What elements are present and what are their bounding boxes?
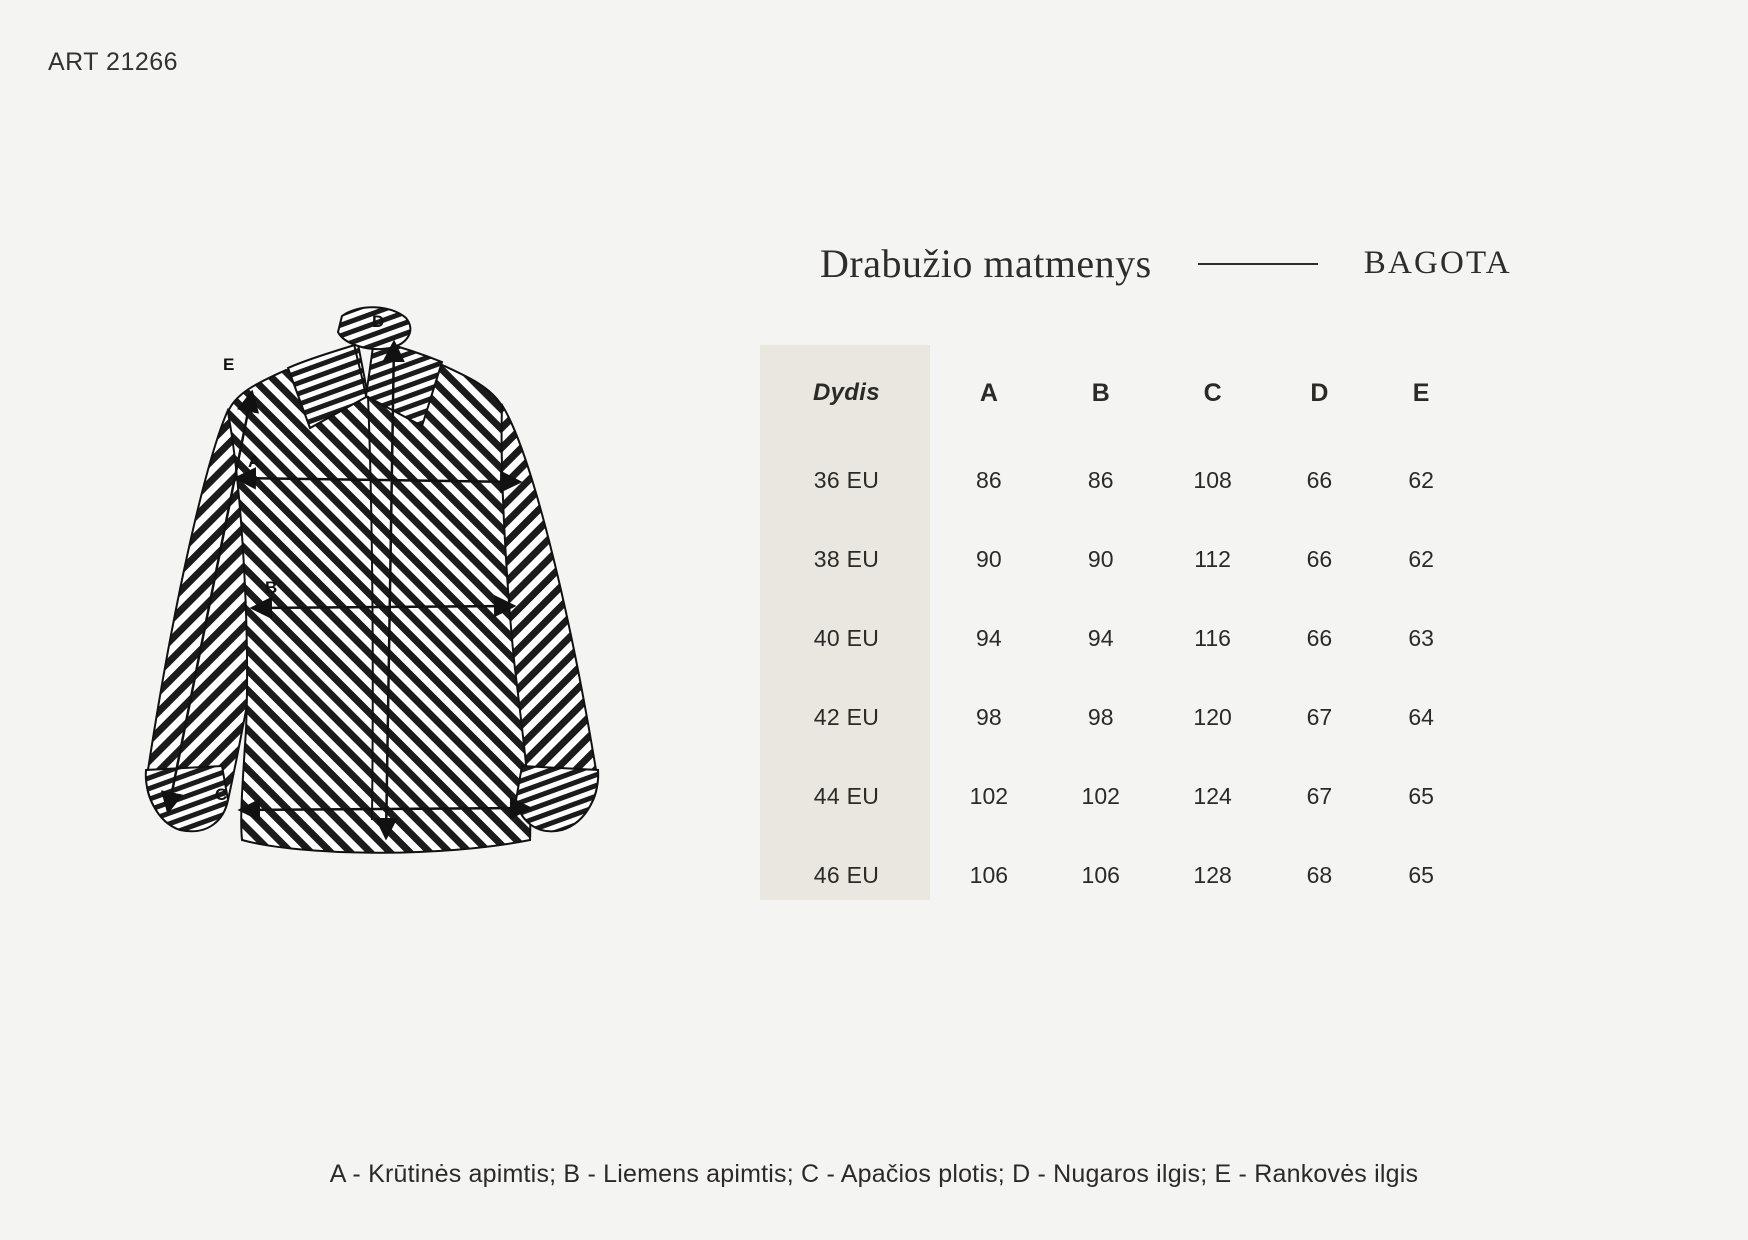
- cell-a: 102: [969, 783, 1009, 809]
- cell-b: 102: [1081, 783, 1120, 809]
- cell-e: 65: [1408, 862, 1434, 888]
- cell-e: 62: [1408, 546, 1434, 572]
- column-header-b: B: [1091, 378, 1110, 407]
- cell-d: 66: [1306, 546, 1333, 572]
- cell-c: 128: [1193, 862, 1232, 888]
- table-row: [760, 441, 1472, 520]
- cell-b: 98: [1087, 704, 1114, 730]
- cell-d: 67: [1306, 704, 1333, 730]
- cell-size: 44 EU: [813, 783, 880, 809]
- cell-b: 90: [1087, 546, 1114, 572]
- cell-size: 40 EU: [813, 625, 880, 651]
- cell-a: 106: [969, 862, 1009, 888]
- article-code: ART 21266: [48, 48, 179, 76]
- cell-a: 94: [976, 625, 1002, 651]
- table-row: [760, 836, 1472, 915]
- cell-e: 63: [1408, 625, 1434, 651]
- cell-size: 42 EU: [813, 704, 880, 730]
- cell-a: 90: [976, 546, 1002, 572]
- cell-b: 86: [1087, 467, 1114, 493]
- cell-size: 36 EU: [813, 467, 880, 493]
- diagram-label-c: C: [215, 785, 228, 804]
- legend-text: A - Krūtinės apimtis; B - Liemens apimtis; C - Apačios plotis; D - Nugaros ilgis; E - Rankovės ilgis: [329, 1160, 1419, 1188]
- size-table-wrap: [760, 345, 1640, 915]
- cell-b: 106: [1081, 862, 1120, 888]
- cell-c: 108: [1193, 467, 1232, 493]
- cell-size: 46 EU: [813, 862, 880, 888]
- table-header-row: [760, 345, 1472, 441]
- column-header-d: D: [1310, 378, 1329, 407]
- cell-d: 67: [1306, 783, 1333, 809]
- cell-b: 94: [1087, 625, 1114, 651]
- table-row: [760, 520, 1472, 599]
- cell-c: 124: [1193, 783, 1232, 809]
- cell-e: 65: [1408, 783, 1434, 809]
- table-row: [760, 599, 1472, 678]
- cell-c: 120: [1193, 704, 1232, 730]
- header-divider: [1198, 263, 1318, 265]
- cell-a: 98: [976, 704, 1002, 730]
- cell-size: 38 EU: [813, 546, 880, 572]
- garment-illustration: [110, 300, 670, 920]
- column-header-size: Dydis: [813, 379, 880, 406]
- diagram-label-a: A: [248, 452, 261, 471]
- brand-name: BAGOTA: [1363, 245, 1512, 281]
- cell-c: 116: [1194, 625, 1231, 651]
- column-header-c: C: [1203, 378, 1222, 407]
- cell-d: 66: [1306, 625, 1333, 651]
- cell-d: 68: [1306, 862, 1333, 888]
- cell-e: 62: [1408, 467, 1434, 493]
- panel-header: [760, 240, 1640, 287]
- diagram-label-b: B: [265, 578, 278, 597]
- diagram-label-d: D: [372, 312, 385, 331]
- size-table: [760, 345, 1472, 915]
- measurements-panel: [760, 240, 1640, 915]
- cell-d: 66: [1306, 467, 1333, 493]
- garment-diagram: [110, 300, 670, 920]
- column-header-a: A: [979, 378, 998, 407]
- table-row: [760, 678, 1472, 757]
- cell-c: 112: [1194, 546, 1231, 572]
- diagram-label-e: E: [223, 355, 235, 374]
- cell-a: 86: [976, 467, 1002, 493]
- panel-title: Drabužio matmenys: [820, 241, 1152, 286]
- column-header-e: E: [1412, 378, 1430, 407]
- cell-e: 64: [1408, 704, 1434, 730]
- table-row: [760, 757, 1472, 836]
